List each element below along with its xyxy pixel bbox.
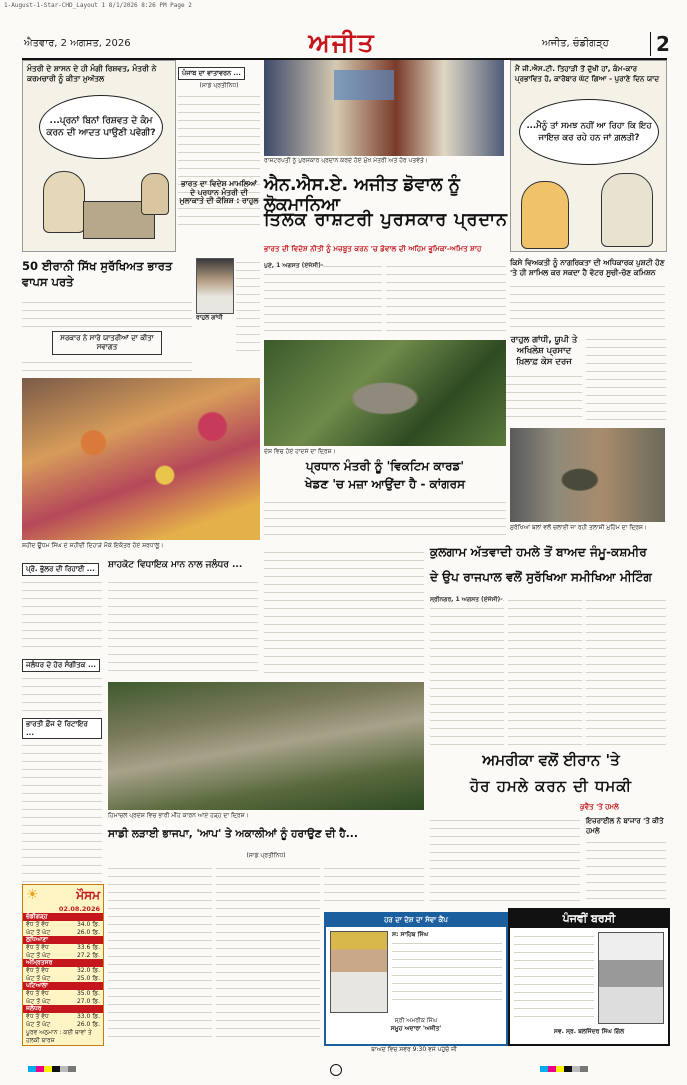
weather-value-max: 35.0 ਡਿ. (76, 990, 100, 997)
right-col-body (586, 335, 666, 425)
lead-headline-2: ਤਿਲਕ ਰਾਸ਼ਟਰੀ ਪੁਰਸਕਾਰ ਪ੍ਰਦਾਨ (264, 210, 508, 230)
weather-city-name: ਅੰਮ੍ਰਿਤਸਰ (23, 959, 103, 967)
obituary-name: ਸਵ. ਸ੍ਰ. ਬਲਜਿੰਦਰ ਸਿੰਘ ਗਿੱਲ (553, 1028, 625, 1035)
brief-tag-3: ਭਾਰਤੀ ਫ਼ੌਜ ਦੇ ਰਿਟਾਇਰ ... (22, 718, 102, 739)
weather-label-max: ਵੱਧ ਤੋਂ ਵੱਧ (26, 921, 49, 928)
usa-sidehead: ਇਜ਼ਰਾਈਲ ਨੇ ਬਾਜਾਰ 'ਤੇ ਕੀਤੇ ਹਮਲੇ (586, 817, 664, 835)
brief-1-body (22, 578, 102, 652)
stage-backdrop (334, 70, 394, 100)
iran-body-text (22, 298, 192, 328)
usa-body (430, 816, 580, 906)
weather-row-min (23, 975, 103, 983)
usa-side-body (586, 838, 666, 904)
bottom-body-3 (324, 864, 424, 908)
kulgam-dateline: ਸ੍ਰੀਨਗਰ, 1 ਅਗਸਤ (ਏਜੰਸੀ)- (430, 596, 503, 603)
tribute-ad-caption: ਸ੍ਰੀ ਅਮਰੀਕ ਸਿੰਘ (394, 1017, 438, 1024)
citizenship-headline: ਕਿਸੇ ਵਿਅਕਤੀ ਨੂੰ ਨਾਗਰਿਕਤਾ ਦੀ ਅਧਿਕਾਰਕ ਪੁਸ਼ਟੀ ਹੋਣ 'ਤੇ ਹੀ ਸ਼ਾਮਿਲ ਕਰ ਸਕਦਾ ਹੈ ਵੋਟਰ ਸੂਚੀ-ਚੋਣ ਕਮਿਸ਼ਨ (510, 258, 665, 277)
weather-row-max (23, 990, 103, 998)
usa-headline-2: ਹੋਰ ਹਮਲੇ ਕਰਨ ਦੀ ਧਮਕੀ (469, 777, 633, 795)
snake-body (264, 498, 506, 542)
kulgam-body-2 (508, 596, 582, 746)
lead-subhead: ਭਾਰਤ ਦੀ ਵਿਦੇਸ਼ ਨੀਤੀ ਨੂੰ ਮਜ਼ਬੂਤ ਕਰਨ 'ਚ ਡੋਵਾਲ ਦੀ ਅਹਿਮ ਭੂਮਿਕਾ-ਅਮਿਤ ਸ਼ਾਹ (264, 244, 482, 253)
weather-row-min (23, 929, 103, 937)
weather-label-min: ਘੱਟ ਤੋਂ ਘੱਟ (26, 928, 51, 936)
weather-label-min: ਘੱਟ ਤੋਂ ਘੱਟ (26, 1020, 51, 1028)
cartoon-figure-2 (141, 173, 169, 215)
sun-icon: ☀ (26, 887, 39, 903)
weather-label-min: ਘੱਟ ਤੋਂ ਘੱਟ (26, 997, 51, 1005)
weather-box (22, 884, 104, 1046)
weather-label-min: ਘੱਟ ਤੋਂ ਘੱਟ (26, 974, 51, 982)
weather-row-min (23, 1021, 103, 1029)
cartoon-figure (43, 171, 85, 233)
weather-value-min: 27.2 ਡਿ. (76, 951, 100, 959)
iran-subhead: ਸਰਕਾਰ ਨੇ ਸਾਰੇ ਯਾਤਰੀਆਂ ਦਾ ਕੀਤਾ ਸਵਾਗਤ (52, 331, 162, 355)
header-date: ਐਤਵਾਰ, 2 ਅਗਸਤ, 2026 (24, 38, 131, 49)
snake-photo (264, 340, 506, 446)
flood-photo (108, 682, 424, 810)
weather-city-name: ਚੰਡੀਗੜ੍ਹ (23, 913, 103, 921)
snake-headline-2: ਖੇਡਣ 'ਚ ਮਜ਼ਾ ਆਉਂਦਾ ਹੈ - ਕਾਂਗਰਸ (304, 477, 466, 491)
obituary-title: ਪੰਜਵੀਂ ਬਰਸੀ (510, 910, 668, 928)
lead-body-col-2 (386, 262, 506, 336)
weather-value-max: 33.0 ਡਿ. (76, 1013, 100, 1020)
left-briefs (22, 556, 102, 886)
tribute-ad-name: ਸ: ਸਾਹਿਬ ਸਿੰਘ (392, 931, 429, 938)
rahul-photo (196, 258, 234, 314)
rahul-body (236, 258, 260, 354)
cartoon-right-caption: ਮੈਂ ਜੀ.ਐਸ.ਟੀ. ਤਿਹਾੜੀ ਤੋਂ ਦੁੱਖੀ ਹਾਂ, ਕੰਮ-ਕਾਰ ਪ੍ਰਭਾਵਿਤ ਹੋ, ਕਾਰੋਬਾਰ ਘੱਟ ਗਿਆ - ਪੁਰਾਣੇ ਦਿਨ ਯਾਦ (515, 64, 660, 83)
weather-city-name: ਜਲੰਧਰ (23, 1005, 103, 1013)
weather-value-min: 25.0 ਡਿ. (76, 974, 100, 982)
rahul-case-headline: ਰਾਹੁਲ ਗਾਂਧੀ, ਯੂਪੀ ਤੇ ਅਖਿਲੇਸ਼ ਪ੍ਰਸਾਦ ਖ਼ਿਲਾਫ਼ ਕੇਸ ਦਰਜ (510, 335, 578, 367)
lead-photo-caption: ਰਾਸ਼ਟਰਪਤੀ ਨੂੰ ਪੁਰਸਕਾਰ ਪ੍ਰਦਾਨ ਕਰਦੇ ਹੋਏ ਮੁੱਖ ਮੰਤਰੀ ਅਤੇ ਹੋਰ ਪਤਵੰਤੇ। (264, 157, 428, 164)
kulgam-headline-1: ਕੁਲਗਾਮ ਅੱਤਵਾਦੀ ਹਮਲੇ ਤੋਂ ਬਾਅਦ ਜੰਮੂ-ਕਸ਼ਮੀਰ (430, 545, 647, 559)
tribute-ad-photo (330, 931, 388, 1013)
rahul-case-body (506, 372, 582, 424)
header-edition: ਅਜੀਤ, ਚੰਡੀਗੜ੍ਹ (542, 38, 609, 49)
obituary-photo (598, 932, 664, 1024)
usa-byline: ਕੁਵੈਤ 'ਤੇ ਹਮਲੇ (580, 803, 619, 811)
weather-row-max (23, 967, 103, 975)
weather-label-max: ਵੱਧ ਤੋਂ ਵੱਧ (26, 1013, 49, 1020)
brief-tag-2: ਜਲੰਧਰ ਦੇ ਹੋਰ ਸੰਗੀਤਕ ... (22, 659, 100, 672)
cartoon-left-bubble: ...ਪ੍ਰਨਾਂ ਬਿਨਾਂ ਰਿਸ਼ਵਤ ਦੇ ਕੰਮ ਕਰਨ ਦੀ ਆਦਤ ਪਾਉਣੀ ਪਵੇਗੀ? (39, 95, 163, 159)
tribute-ad-text (392, 939, 502, 1001)
crowd-photo-caption: ਸ਼ਹੀਦ ਊਧਮ ਸਿੰਘ ਦੇ ਸ਼ਹੀਦੀ ਦਿਹਾੜੇ ਮੌਕੇ ਇਕੱਤਰ ਹੋਏ ਸ਼ਰਧਾਲੂ। (22, 542, 164, 549)
shahkot-body (108, 578, 258, 678)
flood-caption: ਹਿਮਾਚਲ ਪ੍ਰਦੇਸ਼ ਵਿਚ ਭਾਰੀ ਮੀਂਹ ਕਾਰਨ ਆਏ ਹੜ੍ਹ ਦਾ ਦ੍ਰਿਸ਼। (108, 812, 249, 819)
lead-dateline: ਪੁਣੇ, 1 ਅਗਸਤ (ਏਜੰਸੀ)- (264, 262, 324, 269)
cartoon-figure-white (601, 173, 653, 247)
brief-3-body (22, 741, 102, 891)
soldier-caption: ਸੁਰੱਖਿਆ ਬਲਾਂ ਵਲੋਂ ਚਲਾਈ ਜਾ ਰਹੀ ਤਲਾਸ਼ੀ ਮੁਹਿੰਮ ਦਾ ਦ੍ਰਿਸ਼। (510, 524, 647, 531)
kulgam-body-3 (586, 596, 666, 746)
weather-forecast: ਪੂਰਵ ਅਨੁਮਾਨ : ਕਈ ਥਾਵਾਂ ਤੇ ਹਲਕੀ ਬਾਰਸ਼ (26, 1029, 92, 1044)
lead-body-col-1 (264, 262, 382, 336)
weather-value-min: 27.0 ਡਿ. (76, 997, 100, 1005)
iran-body (22, 298, 192, 378)
weather-city-name: ਪਟਿਆਲਾ (23, 982, 103, 990)
print-color-bar-left (28, 1066, 76, 1072)
bottom-body-1 (108, 864, 212, 1044)
weather-label-max: ਵੱਧ ਤੋਂ ਵੱਧ (26, 967, 49, 974)
brief-tag-1: ਪ੍ਰੋ. ਭੁੱਲਰ ਦੀ ਰਿਹਾਈ ... (22, 563, 99, 576)
tribute-ad-paper: ਸਮੂਹ ਅਦਾਰਾ 'ਅਜੀਤ' (390, 1025, 442, 1032)
tribute-ad-title: ਹਰ ਦਾ ਦੇਸ਼ ਦਾ ਸੇਵਾ ਕੈਂਪ (326, 914, 506, 927)
weather-value-max: 32.0 ਡਿ. (76, 967, 100, 974)
brief-2-body (22, 674, 102, 714)
obituary-text (514, 932, 594, 1022)
rahul-story (196, 258, 260, 354)
registration-mark (330, 1064, 342, 1076)
cartoon-right (510, 60, 667, 252)
weather-date: 02.08.2026 (58, 905, 100, 913)
column-tag: ਪੰਜਾਬ ਦਾ ਵਾਤਾਵਰਨ ... (178, 67, 245, 80)
weather-row-min (23, 952, 103, 960)
cartoon-left-caption: ਮੰਤਰੀ ਦੇ ਸ਼ਾਸਨ ਦੇ ਹੀ ਮੰਗੀ ਰਿਸ਼ਵਤ, ਮੰਤਰੀ ਨੇ ਕਰਮਚਾਰੀ ਨੂੰ ਕੀਤਾ ਮੁਅੱਤਲ (27, 64, 157, 83)
print-color-bar-right (540, 1066, 588, 1072)
snake-headline-1: ਪ੍ਰਧਾਨ ਮੰਤਰੀ ਨੂੰ 'ਵਿਕਟਿਮ ਕਾਰਡ' (305, 459, 465, 473)
weather-row-min (23, 998, 103, 1006)
small-story-headline: ਭਾਰਤ ਦਾ ਵਿਦੇਸ਼ ਮਾਮਲਿਆਂ ਦੇ ਪ੍ਰਧਾਨ ਮੰਤਰੀ ਦੀ ਮੁਲਾਕਾਤ ਦੀ ਕੋਸ਼ਿਸ਼ : ਰਾਹੁਲ (179, 179, 259, 206)
iran-headline: 50 ਈਰਾਨੀ ਸਿੱਖ ਸੁਰੱਖਿਅਤ ਭਾਰਤ ਵਾਪਸ ਪਰਤੇ (22, 259, 173, 289)
lead-headline-1: ਐਨ.ਐਸ.ਏ. ਅਜੀਤ ਡੋਵਾਲ ਨੂੰ ਲੋਕਮਾਨਿਆ (264, 175, 460, 216)
shahkot-headline: ਸ਼ਾਹਕੋਟ ਵਿਧਾਇਕ ਮਾਨ ਨਾਲ ਜਲੰਧਰ ... (108, 560, 243, 570)
bottom-headline: ਸਾਡੀ ਲੜਾਈ ਭਾਜਪਾ, 'ਆਪ' ਤੇ ਅਕਾਲੀਆਂ ਨੂੰ ਹਰਾਉਣ ਦੀ ਹੈ... (108, 828, 358, 840)
cartoon-figure-yellow (521, 181, 569, 249)
weather-label-max: ਵੱਧ ਤੋਂ ਵੱਧ (26, 990, 49, 997)
weather-city-list (23, 913, 103, 1028)
page-header (22, 28, 670, 60)
lead-photo (264, 60, 504, 156)
citizenship-body (510, 282, 665, 328)
cartoon-left (22, 60, 176, 252)
footer-note: ਬਾਅਦ ਵਿਚ ਸਵੇਰ 9:30 ਵਜੇ ਪਹੁੰਚੋ ਜੀ (371, 1046, 457, 1053)
weather-label-max: ਵੱਧ ਤੋਂ ਵੱਧ (26, 944, 49, 951)
kulgam-headline-2: ਦੇ ਉਪ ਰਾਜਪਾਲ ਵਲੋਂ ਸੁਰੱਖਿਆ ਸਮੀਖਿਆ ਮੀਟਿੰਗ (430, 570, 652, 584)
snake-photo-caption: ਦੇਸ਼ ਵਿਚ ਹੋਏ ਹਾਦਸੇ ਦਾ ਦ੍ਰਿਸ਼। (264, 448, 336, 455)
crowd-photo (22, 378, 260, 540)
soldier-photo (510, 428, 665, 522)
mid-col-body (264, 548, 424, 678)
tribute-ad (324, 912, 508, 1046)
column-byline: (ਸਾਡੇ ਪ੍ਰਤੀਨਿਧ) (199, 82, 239, 89)
weather-value-min: 26.0 ਡਿ. (76, 1020, 100, 1028)
weather-row-max (23, 944, 103, 952)
weather-row-max (23, 921, 103, 929)
weather-value-min: 26.0 ਡਿ. (76, 928, 100, 936)
page-number: 2 (650, 32, 670, 56)
masthead: ਅਜੀਤ (308, 28, 376, 57)
weather-title: ਮੌਸਮ (76, 887, 100, 902)
obituary-box (508, 908, 670, 1046)
usa-headline-1: ਅਮਰੀਕਾ ਵਲੋਂ ਈਰਾਨ 'ਤੇ (482, 751, 620, 769)
weather-city-name: ਲੁਧਿਆਣਾ (23, 936, 103, 944)
cartoon-right-bubble: ...ਮੈਨੂੰ ਤਾਂ ਸਮਝ ਨਹੀਂ ਆ ਰਿਹਾ ਕਿ ਇਹ ਜਾਇਜ਼ ਕਰ ਰਹੇ ਹਨ ਜਾਂ ਗ਼ਲਤੀ? (519, 99, 659, 165)
weather-label-min: ਘੱਟ ਤੋਂ ਘੱਟ (26, 951, 51, 959)
rahul-photo-caption: ਰਾਹੁਲ ਗਾਂਧੀ (196, 314, 223, 321)
bottom-byline: (ਸਾਡੇ ਪ੍ਰਤੀਨਿਧ) (246, 852, 286, 859)
small-story (178, 180, 260, 250)
kulgam-body-1 (430, 596, 504, 746)
weather-value-max: 33.6 ਡਿ. (76, 944, 100, 951)
weather-row-max (23, 1013, 103, 1021)
bottom-body-2 (216, 864, 320, 1044)
weather-value-max: 34.0 ਡਿ. (76, 921, 100, 928)
print-slug: 1-August-1-Star-CHD_Layout 1 8/1/2026 8:26 PM Page 2 (4, 2, 192, 9)
